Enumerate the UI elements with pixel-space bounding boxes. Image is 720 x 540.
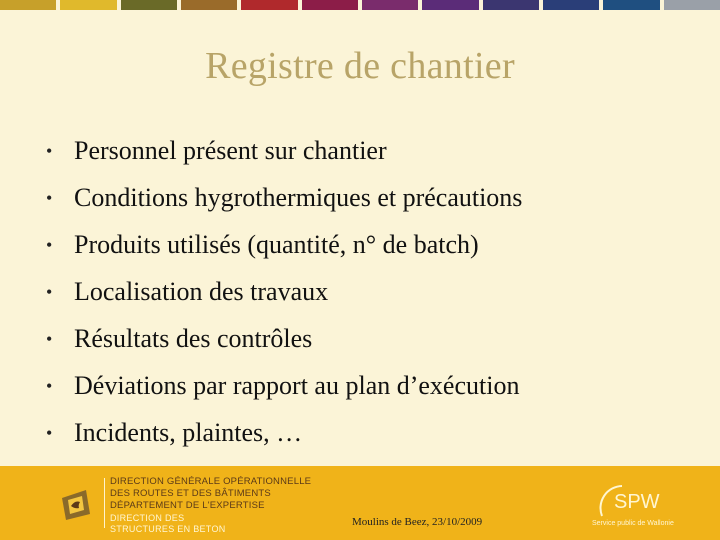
bullet-text: Personnel présent sur chantier <box>74 136 387 165</box>
strip-segment <box>60 0 116 10</box>
strip-segment <box>181 0 237 10</box>
strip-segment <box>241 0 297 10</box>
strip-segment <box>362 0 418 10</box>
bullet-text: Conditions hygrothermiques et précautions <box>74 183 523 212</box>
direction-line: DÉPARTEMENT DE L'EXPERTISE <box>110 500 265 511</box>
bullet-item <box>46 134 686 181</box>
bullet-text: Incidents, plaintes, … <box>74 418 303 447</box>
bullet-item <box>46 416 686 463</box>
bullet-text: Produits utilisés (quantité, n° de batch) <box>74 230 479 259</box>
bullet-dot: • <box>46 376 53 396</box>
top-color-strip <box>0 0 720 10</box>
direction-sub-line: DIRECTION DES <box>110 513 185 523</box>
bullet-dot: • <box>46 282 53 302</box>
direction-name <box>110 476 340 512</box>
bullet-dot: • <box>46 235 53 255</box>
bullet-dot: • <box>46 188 53 208</box>
bullet-item <box>46 322 686 369</box>
bullet-item <box>46 228 686 275</box>
bullet-dot: • <box>46 423 53 443</box>
strip-segment <box>422 0 478 10</box>
bullet-dot: • <box>46 329 53 349</box>
strip-segment <box>543 0 599 10</box>
strip-segment <box>483 0 539 10</box>
bullet-item <box>46 275 686 322</box>
slide-title: Registre de chantier <box>205 45 515 87</box>
direction-line: DES ROUTES ET DES BÂTIMENTS <box>110 488 271 499</box>
strip-segment <box>302 0 358 10</box>
svg-text:SPW: SPW <box>614 491 660 513</box>
bullet-text: Déviations par rapport au plan d’exécution <box>74 371 520 400</box>
wallonia-rooster-icon <box>56 484 96 524</box>
bullet-item <box>46 181 686 228</box>
spw-logo <box>592 480 678 520</box>
strip-segment <box>0 0 56 10</box>
footer-bar <box>0 466 720 540</box>
bullet-text: Résultats des contrôles <box>74 324 313 353</box>
bullet-item <box>46 369 686 416</box>
strip-segment <box>664 0 720 10</box>
spw-tagline: Service public de Wallonie <box>592 520 674 527</box>
bullet-dot: • <box>46 141 53 161</box>
footer-divider <box>104 478 105 528</box>
direction-sub-line: STRUCTURES EN BETON <box>110 524 226 534</box>
direction-line: DIRECTION GÉNÉRALE OPÉRATIONNELLE <box>110 476 312 487</box>
bullet-text: Localisation des travaux <box>74 277 329 306</box>
strip-segment <box>121 0 177 10</box>
place-date: Moulins de Beez, 23/10/2009 <box>352 516 483 528</box>
direction-subtitle <box>110 513 310 535</box>
bullet-list <box>46 134 686 463</box>
strip-segment <box>603 0 659 10</box>
